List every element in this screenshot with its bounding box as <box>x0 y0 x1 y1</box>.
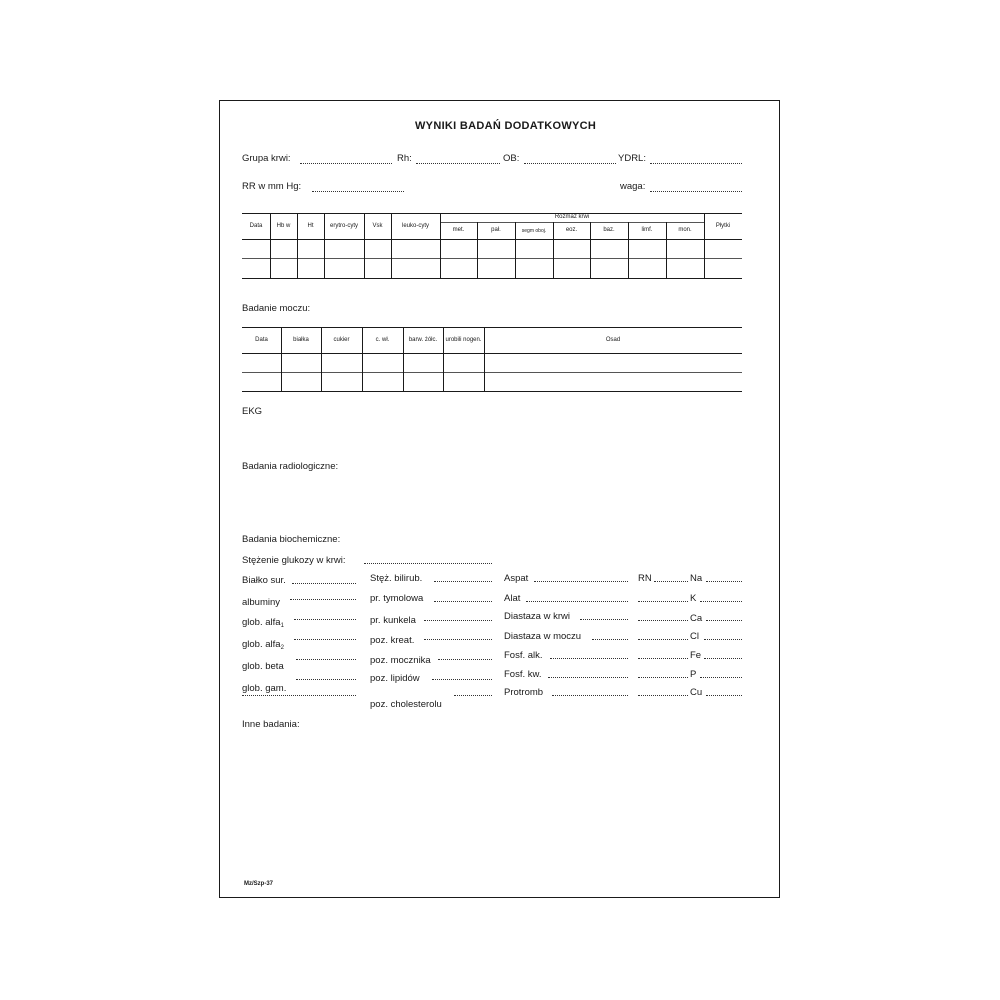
col-header-eoz: eoz. <box>565 227 578 233</box>
other-tests-label: Inne badania: <box>242 719 300 730</box>
alat-label: Alat <box>504 593 521 604</box>
glucose-label: Stężenie glukozy w krwi: <box>242 555 346 566</box>
ydrl-label: YDRL: <box>618 153 646 164</box>
group-header-blood-smear: Rozmaz krwi <box>554 214 590 220</box>
col-header-erythrocytes: erytro-cyty <box>329 222 358 229</box>
lipids-field[interactable] <box>432 679 492 680</box>
bilirubin-label: Stęż. bilirub. <box>370 573 423 584</box>
p-field[interactable] <box>700 677 742 678</box>
bilirubin-field[interactable] <box>434 581 492 582</box>
gamma-globulin-label: glob. gam. <box>242 683 287 694</box>
cl-label: Cl <box>690 631 699 642</box>
ca-field[interactable] <box>706 620 742 621</box>
k-field[interactable] <box>700 601 742 602</box>
weight-field[interactable] <box>650 191 742 192</box>
blood-group-label: Grupa krwi: <box>242 153 291 164</box>
col-header-date: Data <box>249 222 263 229</box>
kunkel-test-field[interactable] <box>424 620 492 621</box>
albumin-field[interactable] <box>290 599 356 600</box>
cu-left-field[interactable] <box>638 695 688 696</box>
p-label: P <box>690 669 697 680</box>
creatinine-field[interactable] <box>424 639 492 640</box>
lipids-label: poz. lipidów <box>370 673 420 684</box>
blood-group-field[interactable] <box>300 163 392 164</box>
beta-globulin-field[interactable] <box>296 659 356 660</box>
form-code: Mz/Szp-37 <box>244 881 274 887</box>
alpha1-globulin-field[interactable] <box>294 619 356 620</box>
alkaline-phosphatase-field[interactable] <box>550 658 628 659</box>
rh-label: Rh: <box>397 153 412 164</box>
k-left-field[interactable] <box>638 601 688 602</box>
radiology-label: Badania radiologiczne: <box>242 461 339 472</box>
urine-col-date: Data <box>255 336 268 343</box>
ekg-label: EKG <box>242 406 263 417</box>
thymol-test-label: pr. tymolowa <box>370 593 424 604</box>
col-header-limf: limf. <box>641 227 653 233</box>
p-left-field[interactable] <box>638 677 688 678</box>
form-page <box>219 100 780 898</box>
rh-field[interactable] <box>416 163 500 164</box>
glucose-field[interactable] <box>364 563 492 564</box>
total-protein-label: Białko sur. <box>242 575 286 586</box>
ca-left-field[interactable] <box>638 620 688 621</box>
k-label: K <box>690 593 697 604</box>
total-protein-field[interactable] <box>292 583 356 584</box>
col-header-segm: segm oboj. <box>521 227 547 234</box>
prothrombin-label: Protromb <box>504 687 544 698</box>
urine-col-sediment: Osad <box>605 336 621 343</box>
kunkel-test-label: pr. kunkela <box>370 615 416 626</box>
aspat-label: Aspat <box>504 573 529 584</box>
aspat-field[interactable] <box>534 581 628 582</box>
urea-field[interactable] <box>438 659 492 660</box>
diastase-urine-label: Diastaza w moczu <box>504 631 582 642</box>
acid-phosphatase-label: Fosf. kw. <box>504 669 542 680</box>
urea-label: poz. mocznika <box>370 655 431 666</box>
urine-col-sugar: cukier <box>333 336 350 343</box>
fe-label: Fe <box>690 650 702 661</box>
alpha1-globulin-label: glob. alfa$_1$ <box>242 617 284 629</box>
cl-field[interactable] <box>704 639 742 640</box>
diastase-urine-field[interactable] <box>592 639 628 640</box>
prothrombin-field[interactable] <box>552 695 628 696</box>
albumin-label: albuminy <box>242 597 281 608</box>
alat-field[interactable] <box>526 601 628 602</box>
cu-label: Cu <box>690 687 703 698</box>
col-header-mon: mon. <box>678 227 692 233</box>
col-header-vsk: Vsk <box>372 222 383 229</box>
col-header-ht: Ht <box>307 222 314 229</box>
gamma-globulin-field[interactable] <box>296 679 356 680</box>
biochem-label: Badania biochemiczne: <box>242 534 341 545</box>
col-header-platelets: Płytki <box>715 222 731 229</box>
blood-pressure-label: RR w mm Hg: <box>242 181 302 192</box>
urine-col-urobilinogen: urobili nogen. <box>445 336 482 343</box>
gamma-globulin-field-2[interactable] <box>242 695 356 696</box>
alpha2-globulin-field[interactable] <box>294 639 356 640</box>
form-title: WYNIKI BADAŃ DODATKOWYCH <box>415 120 597 132</box>
thymol-test-field[interactable] <box>434 601 492 602</box>
ca-label: Ca <box>690 613 703 624</box>
fe-left-field[interactable] <box>638 658 688 659</box>
na-label: Na <box>690 573 703 584</box>
weight-label: waga: <box>620 181 646 192</box>
col-header-hb: Hb w <box>276 222 291 229</box>
cu-field[interactable] <box>706 695 742 696</box>
col-header-leukocytes: leuko-cyty <box>401 222 429 229</box>
ydrl-field[interactable] <box>650 163 742 164</box>
alkaline-phosphatase-label: Fosf. alk. <box>504 650 543 661</box>
diastase-blood-label: Diastaza w krwi <box>504 611 570 622</box>
urine-col-bile-pigment: barw. żółc. <box>408 336 438 343</box>
cholesterol-field[interactable] <box>454 695 492 696</box>
col-header-met: met. <box>452 227 465 233</box>
rn-label: RN <box>638 573 652 584</box>
na-field[interactable] <box>706 581 742 582</box>
alpha2-globulin-label: glob. alfa$_2$ <box>242 639 284 651</box>
fe-field[interactable] <box>704 658 742 659</box>
diastase-blood-field[interactable] <box>580 619 628 620</box>
ob-label: OB: <box>503 153 520 164</box>
urine-col-protein: białka <box>293 336 309 343</box>
blood-pressure-field[interactable] <box>312 191 404 192</box>
urine-col-specific-gravity: c. wł. <box>375 336 390 343</box>
ob-field[interactable] <box>524 163 616 164</box>
acid-phosphatase-field[interactable] <box>548 677 628 678</box>
col-header-baz: baz. <box>603 227 615 233</box>
cholesterol-label: poz. cholesterolu <box>370 699 442 710</box>
col-header-pal: pał. <box>491 227 501 233</box>
urine-section-label: Badanie moczu: <box>242 303 311 314</box>
beta-globulin-label: glob. beta <box>242 661 284 672</box>
rn-field[interactable] <box>654 581 688 582</box>
cl-left-field[interactable] <box>638 639 688 640</box>
creatinine-label: poz. kreat. <box>370 635 415 646</box>
